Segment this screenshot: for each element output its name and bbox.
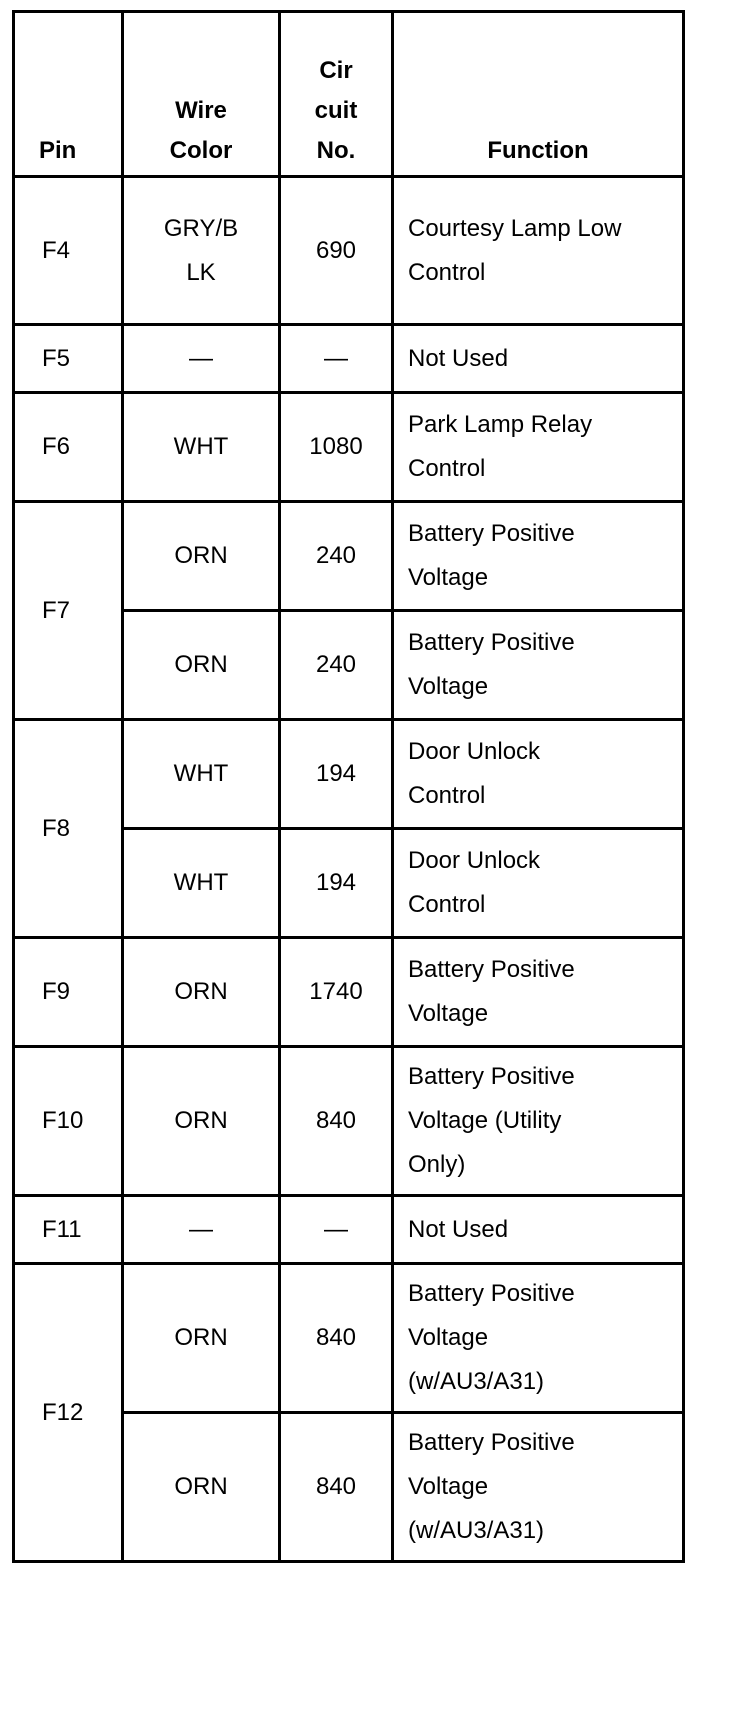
wire-color-cell: ORN — [123, 938, 280, 1047]
wire-color-cell: — — [123, 1196, 280, 1264]
circuit-cell: 840 — [280, 1264, 393, 1413]
header-wire-color: Wire Color — [123, 12, 280, 177]
circuit-cell: 240 — [280, 611, 393, 720]
function-cell: Battery Positive Voltage (Utility Only) — [393, 1047, 684, 1196]
function-cell: Battery Positive Voltage — [393, 611, 684, 720]
wire-color-cell: WHT — [123, 720, 280, 829]
circuit-cell: 690 — [280, 177, 393, 325]
wire-color-cell: ORN — [123, 1413, 280, 1562]
header-row — [14, 12, 684, 177]
table-row — [14, 1264, 684, 1413]
table-row — [14, 720, 684, 829]
function-cell: Battery Positive Voltage — [393, 938, 684, 1047]
table-row — [14, 502, 684, 611]
wire-color-cell: ORN — [123, 611, 280, 720]
circuit-cell: 1080 — [280, 393, 393, 502]
pin-cell: F7 — [14, 502, 123, 720]
pin-cell: F6 — [14, 393, 123, 502]
wire-color-cell: WHT — [123, 829, 280, 938]
function-cell: Park Lamp Relay Control — [393, 393, 684, 502]
circuit-cell: 840 — [280, 1413, 393, 1562]
table-row — [14, 325, 684, 393]
table-row — [14, 938, 684, 1047]
pin-cell: F4 — [14, 177, 123, 325]
wire-color-cell: — — [123, 325, 280, 393]
circuit-cell: 240 — [280, 502, 393, 611]
table-row — [14, 177, 684, 325]
circuit-cell: — — [280, 1196, 393, 1264]
function-cell: Battery Positive Voltage (w/AU3/A31) — [393, 1264, 684, 1413]
wire-color-cell: ORN — [123, 1047, 280, 1196]
table-row — [14, 1047, 684, 1196]
pin-cell: F5 — [14, 325, 123, 393]
function-cell: Battery Positive Voltage — [393, 502, 684, 611]
function-cell: Door Unlock Control — [393, 829, 684, 938]
connector-pin-table — [12, 10, 685, 1563]
circuit-cell: 194 — [280, 720, 393, 829]
header-pin: Pin — [14, 12, 123, 177]
table-row — [14, 393, 684, 502]
circuit-cell: 194 — [280, 829, 393, 938]
pin-cell: F12 — [14, 1264, 123, 1562]
circuit-cell: 1740 — [280, 938, 393, 1047]
wire-color-cell: WHT — [123, 393, 280, 502]
header-function: Function — [393, 12, 684, 177]
function-cell: Not Used — [393, 325, 684, 393]
function-cell: Courtesy Lamp Low Control — [393, 177, 684, 325]
function-cell: Not Used — [393, 1196, 684, 1264]
circuit-cell: — — [280, 325, 393, 393]
table-row — [14, 1196, 684, 1264]
function-cell: Battery Positive Voltage (w/AU3/A31) — [393, 1413, 684, 1562]
function-cell: Door Unlock Control — [393, 720, 684, 829]
pin-cell: F9 — [14, 938, 123, 1047]
wire-color-cell: ORN — [123, 502, 280, 611]
header-circuit-no: Cir cuit No. — [280, 12, 393, 177]
circuit-cell: 840 — [280, 1047, 393, 1196]
pin-cell: F11 — [14, 1196, 123, 1264]
pin-cell: F10 — [14, 1047, 123, 1196]
pin-cell: F8 — [14, 720, 123, 938]
wire-color-cell: ORN — [123, 1264, 280, 1413]
wire-color-cell: GRY/B LK — [123, 177, 280, 325]
